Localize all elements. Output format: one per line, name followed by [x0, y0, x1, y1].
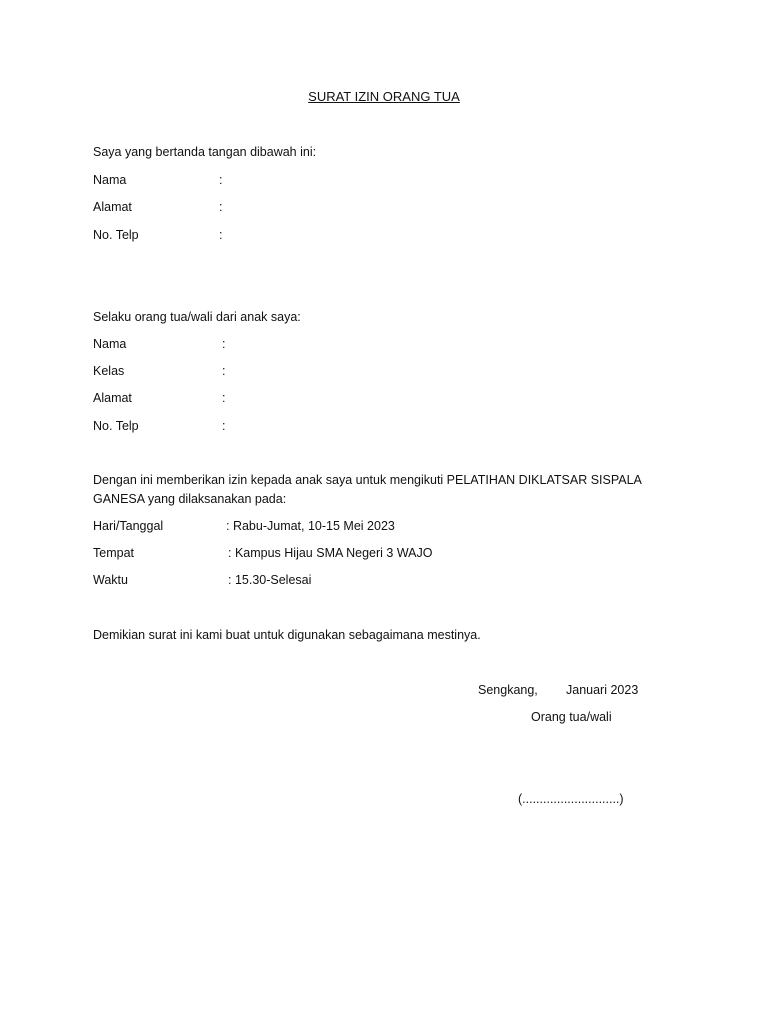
- letter-title: SURAT IZIN ORANG TUA: [308, 89, 460, 104]
- signature-date: Januari 2023: [566, 683, 639, 697]
- child-name-colon: :: [222, 337, 226, 351]
- parent-address-label: Alamat: [93, 200, 132, 214]
- signature-place: Sengkang,: [478, 683, 538, 697]
- closing-sentence: Demikian surat ini kami buat untuk digunakan sebagaimana mestinya.: [93, 628, 481, 642]
- child-address-colon: :: [222, 391, 226, 405]
- parent-phone-label: No. Telp: [93, 228, 139, 242]
- event-time-value: : 15.30-Selesai: [228, 573, 312, 587]
- child-phone-label: No. Telp: [93, 419, 139, 433]
- child-class-colon: :: [222, 364, 226, 378]
- event-place-value: : Kampus Hijau SMA Negeri 3 WAJO: [228, 546, 433, 560]
- permission-line-2: GANESA yang dilaksanakan pada:: [93, 492, 287, 506]
- child-name-label: Nama: [93, 337, 127, 351]
- parent-address-colon: :: [219, 200, 223, 214]
- parent-name-colon: :: [219, 173, 223, 187]
- parent-name-label: Nama: [93, 173, 127, 187]
- event-date-label: Hari/Tanggal: [93, 519, 164, 533]
- child-class-label: Kelas: [93, 364, 125, 378]
- child-phone-colon: :: [222, 419, 226, 433]
- child-address-label: Alamat: [93, 391, 132, 405]
- child-intro: Selaku orang tua/wali dari anak saya:: [93, 310, 301, 324]
- event-place-label: Tempat: [93, 546, 134, 560]
- event-date-value: : Rabu-Jumat, 10-15 Mei 2023: [226, 519, 395, 533]
- parent-phone-colon: :: [219, 228, 223, 242]
- permission-line-1: Dengan ini memberikan izin kepada anak saya untuk mengikuti PELATIHAN DIKLATSAR SISPALA: [93, 473, 642, 487]
- parent-intro: Saya yang bertanda tangan dibawah ini:: [93, 145, 317, 159]
- signature-role: Orang tua/wali: [531, 710, 612, 724]
- signature-name-placeholder: (............................): [518, 792, 624, 806]
- event-time-label: Waktu: [93, 573, 128, 587]
